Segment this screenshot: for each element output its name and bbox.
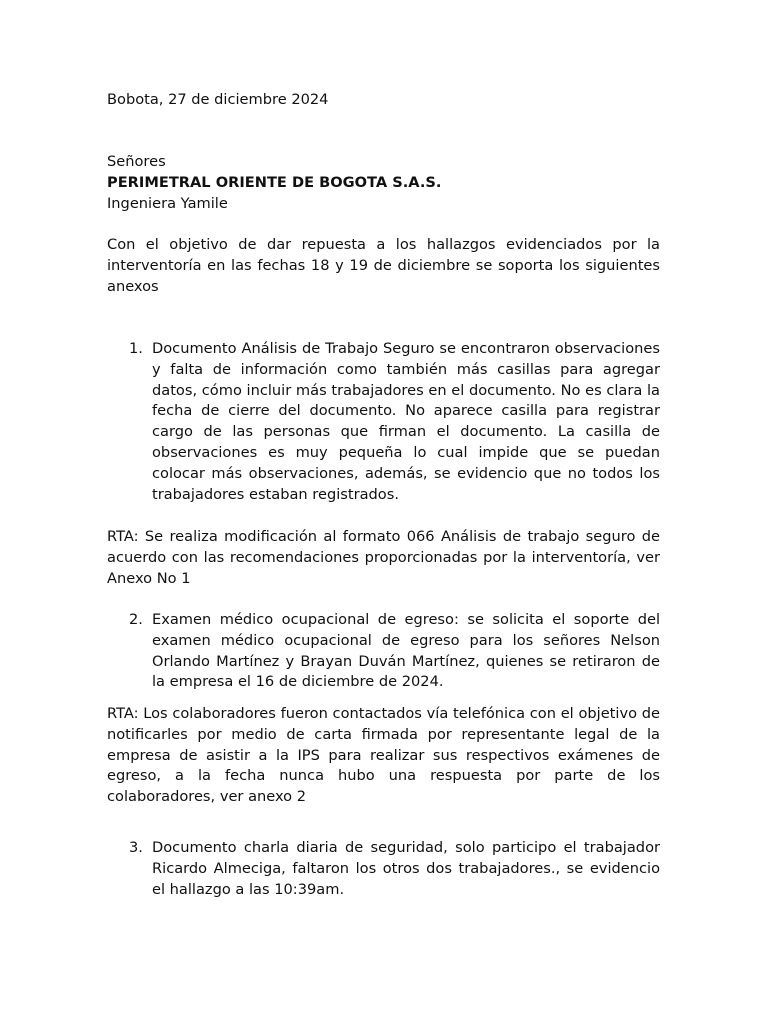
list-item-number: 1. [129, 340, 143, 357]
response-paragraph-2: RTA: Los colaboradores fueron contactados vía telefónica con el objetivo de notificarles por medio de carta firmada por representante legal de la empresa de asistir a la IPS para realizar sus respectivos exámenes de egreso, a la fecha nunca hubo una respuesta por parte de los colaboradores, ver anexo 2 [107, 705, 660, 806]
list-item-number: 3. [129, 839, 143, 856]
salutation: Señores [107, 153, 166, 170]
company-name: PERIMETRAL ORIENTE DE BOGOTA S.A.S. [107, 174, 442, 191]
date-line: Bobota, 27 de diciembre 2024 [107, 91, 329, 108]
list-item-text: Documento Análisis de Trabajo Seguro se encontraron observaciones y falta de información como también más casillas para agregar datos, cómo incluir más trabajadores en el documento. No es clara la fecha de cierre del documento. No aparece casilla para registrar cargo de las personas que firman el documento. La casilla de observaciones es muy pequeña lo cual impide que se puedan colocar más observaciones, además, se evidencio que no todos los trabajadores estaban registrados. [152, 340, 660, 503]
intro-paragraph: Con el objetivo de dar repuesta a los hallazgos evidenciados por la interventoría en las fechas 18 y 19 de diciembre se soporta los siguientes anexos [107, 236, 660, 295]
list-item-text: Examen médico ocupacional de egreso: se solicita el soporte del examen médico ocupacional de egreso para los señores Nelson Orlando Martínez y Brayan Duván Martínez, quienes se retiraron de la empresa el 16 de diciembre de 2024. [152, 611, 660, 691]
list-item-text: Documento charla diaria de seguridad, solo participo el trabajador Ricardo Almeciga, faltaron los otros dos trabajadores., se evidencio el hallazgo a las 10:39am. [152, 839, 660, 898]
response-paragraph-1: RTA: Se realiza modificación al formato 066 Análisis de trabajo seguro de acuerdo con las recomendaciones proporcionadas por la interventoría, ver Anexo No 1 [107, 528, 660, 587]
list-item-number: 2. [129, 611, 143, 628]
recipient-name: Ingeniera Yamile [107, 195, 228, 212]
